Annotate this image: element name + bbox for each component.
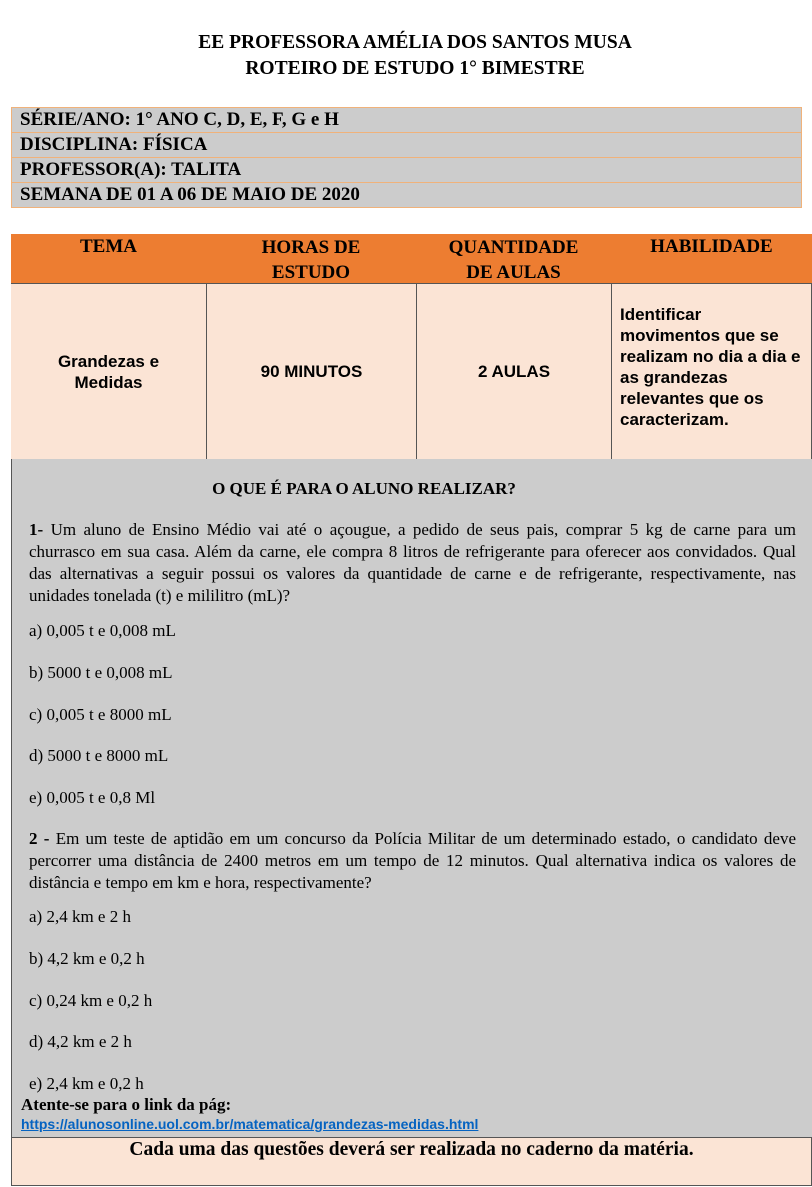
- q1-option-d: d) 5000 t e 8000 mL: [29, 746, 169, 765]
- table-header: [11, 234, 812, 283]
- activity-section: [11, 459, 812, 1137]
- q2-option-a: a) 2,4 km e 2 h: [29, 907, 131, 926]
- cell-tema: [11, 284, 206, 459]
- q2-option-b: b) 4,2 km e 0,2 h: [29, 949, 145, 968]
- question-2-text: Em um teste de aptidão em um concurso da Polícia Militar de um determinado estado, o candidato deve percorrer uma distância de 2400 metros em um tempo de 12 minutos. Qual alternativa indica os valores de distância e tempo em km e hora, respectivamente?: [29, 829, 796, 892]
- professor-row: PROFESSOR(A): TALITA: [12, 158, 801, 183]
- question-1-text: Um aluno de Ensino Médio vai até o açougue, a pedido de seus pais, comprar 5 kg de carne para um churrasco em sua casa. Além da carne, ele compra 8 litros de refrigerante para oferecer aos convidados. Qual das alternativas a seguir possui os valores da quantidade de carne e de refrigerante, respectivamente, nas unidades tonelada (t) e mililitro (mL)?: [29, 520, 796, 605]
- q1-option-a: a) 0,005 t e 0,008 mL: [29, 621, 176, 640]
- question-1: [29, 519, 796, 607]
- cell-tema-line2: Medidas: [74, 372, 143, 392]
- cell-tema-line1: Grandezas e: [57, 351, 160, 371]
- header-horas: [206, 234, 416, 283]
- footer-instruction: Cada uma das questões deverá ser realizada no caderno da matéria.: [11, 1137, 812, 1186]
- header-horas-line2: ESTUDO: [271, 262, 351, 283]
- question-2: [29, 828, 796, 894]
- semana-row: SEMANA DE 01 A 06 DE MAIO DE 2020: [12, 183, 801, 208]
- activity-title: O QUE É PARA O ALUNO REALIZAR?: [212, 479, 516, 498]
- disciplina-row: DISCIPLINA: FÍSICA: [12, 133, 801, 158]
- q1-option-b: b) 5000 t e 0,008 mL: [29, 663, 173, 682]
- header-habilidade: HABILIDADE: [650, 236, 773, 257]
- link-note: Atente-se para o link da pág:: [21, 1095, 232, 1114]
- cell-aulas: 2 AULAS: [416, 284, 611, 459]
- header-quant-line2: DE AULAS: [466, 262, 561, 283]
- header-horas-line1: HORAS DE: [261, 237, 361, 258]
- question-2-number: 2 -: [29, 829, 50, 848]
- plan-table: [11, 234, 812, 460]
- table-row: [11, 283, 812, 460]
- cell-horas: 90 MINUTOS: [206, 284, 416, 459]
- question-1-number: 1-: [29, 520, 44, 539]
- q1-option-c: c) 0,005 t e 8000 mL: [29, 705, 172, 724]
- q2-option-d: d) 4,2 km e 2 h: [29, 1032, 132, 1051]
- reference-link[interactable]: https://alunosonline.uol.com.br/matematica/grandezas-medidas.html: [21, 1116, 479, 1132]
- header-quantidade: [416, 234, 611, 283]
- cell-habilidade: Identificar movimentos que se realizam no dia a dia e as grandezas relevantes que os caracterizam.: [611, 284, 812, 459]
- q2-option-e: e) 2,4 km e 0,2 h: [29, 1074, 144, 1093]
- q1-option-e: e) 0,005 t e 0,8 Ml: [29, 788, 156, 807]
- guide-title: ROTEIRO DE ESTUDO 1° BIMESTRE: [245, 58, 585, 79]
- info-box: [11, 107, 802, 208]
- header-tema: TEMA: [80, 236, 137, 257]
- q2-option-c: c) 0,24 km e 0,2 h: [29, 991, 153, 1010]
- school-name: EE PROFESSORA AMÉLIA DOS SANTOS MUSA: [198, 32, 632, 53]
- header-quant-line1: QUANTIDADE: [448, 237, 579, 258]
- document-header: [0, 30, 812, 82]
- serie-row: SÉRIE/ANO: 1° ANO C, D, E, F, G e H: [12, 108, 801, 133]
